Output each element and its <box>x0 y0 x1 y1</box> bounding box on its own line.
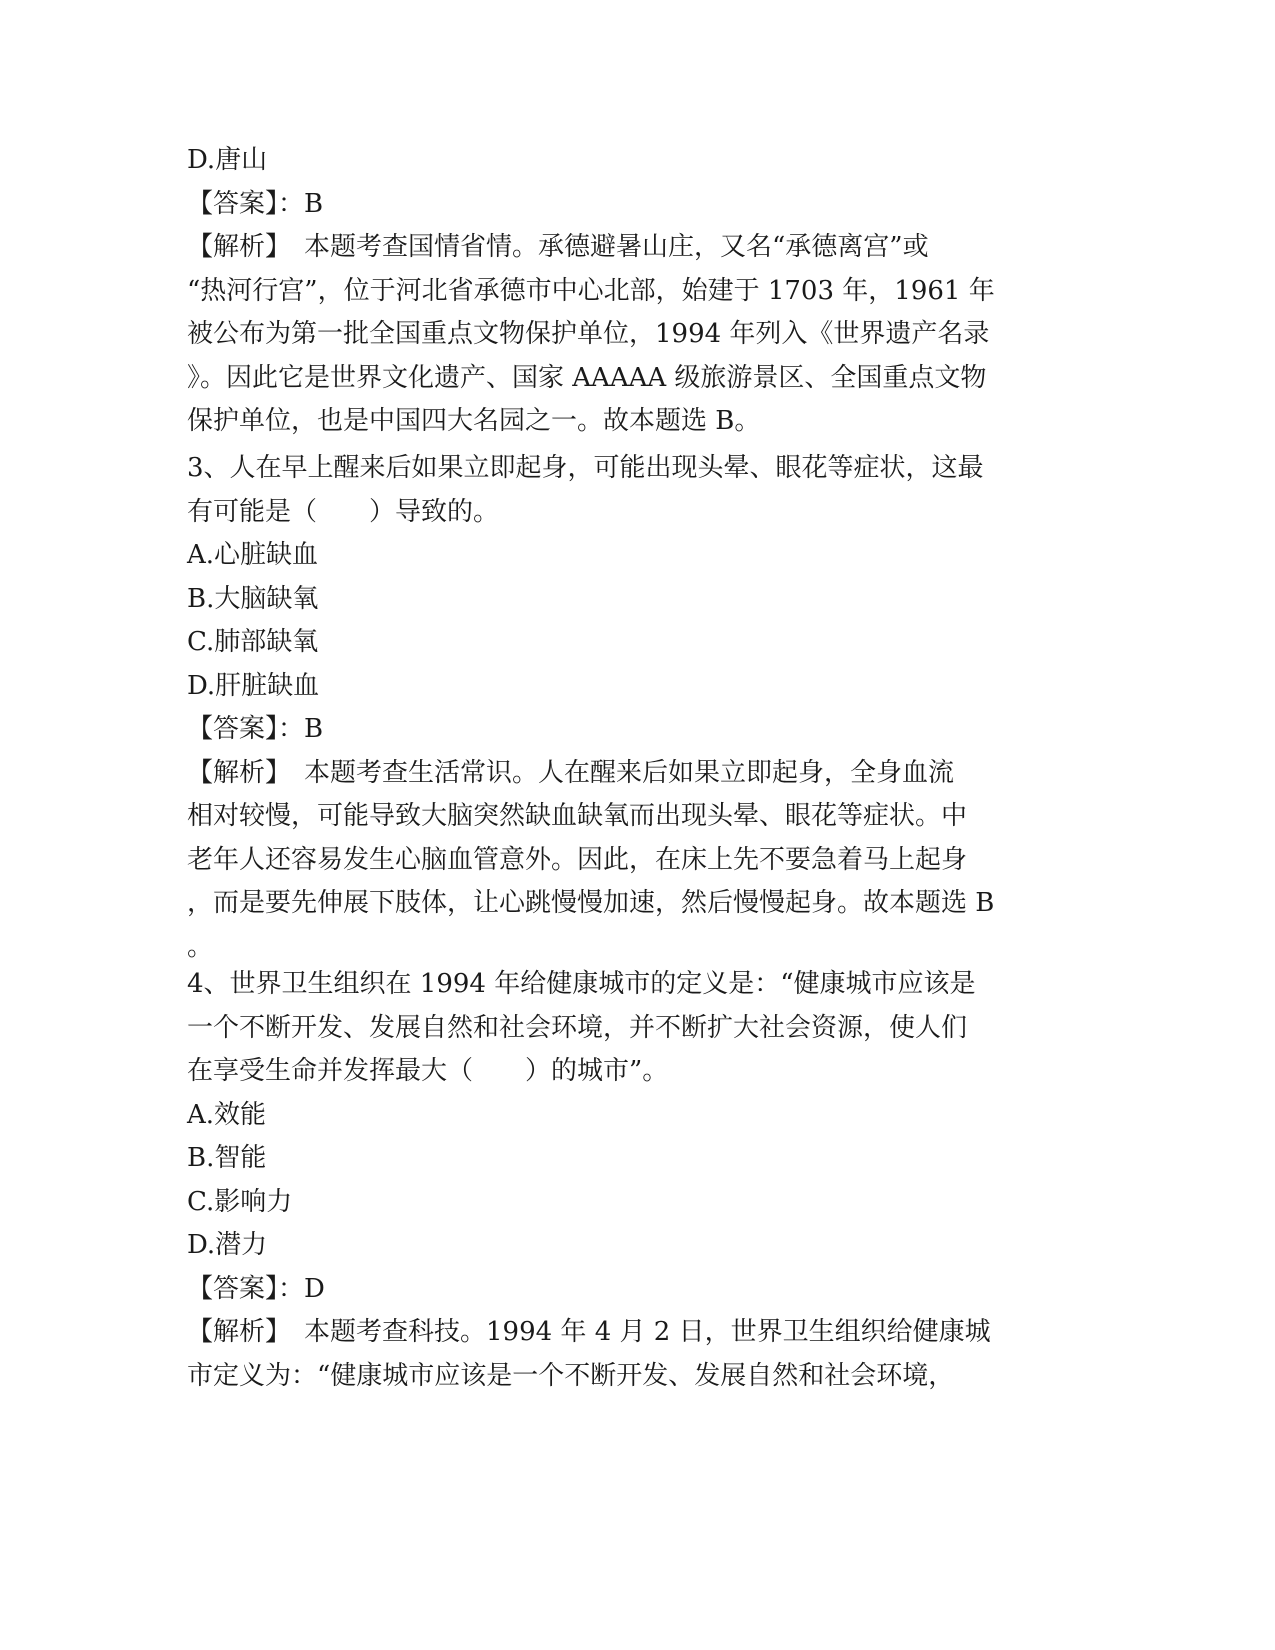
q3-analysis-line: 老年人还容易发生心脑血管意外。因此，在床上先不要急着马上起身 <box>187 844 968 875</box>
q2-analysis-line: 被公布为第一批全国重点文物保护单位，1994 年列入《世界遗产名录 <box>187 319 990 349</box>
q2-analysis-line: 【解析】 本题考查国情省情。承德避暑山庄，又名“承德离宫”或 <box>187 232 929 262</box>
q3-analysis <box>187 752 1087 970</box>
q3-stem-line: 3、人在早上醒来后如果立即起身，可能出现头晕、眼花等症状，这最 <box>187 453 984 483</box>
q3-option-a: A.心脏缺血 <box>187 540 319 570</box>
q2-analysis-line: 保护单位，也是中国四大名园之一。故本题选 B。 <box>187 406 761 436</box>
q3-answer: 【答案】：B <box>187 714 324 744</box>
q4-option-a: A.效能 <box>187 1099 267 1130</box>
q4-analysis-line: 【解析】 本题考查科技。1994 年 4 月 2 日，世界卫生组织给健康城 <box>187 1317 991 1347</box>
q4-stem-line: 一个不断开发、发展自然和社会环境，并不断扩大社会资源，使人们 <box>187 1012 968 1043</box>
question-2-tail <box>187 139 1087 444</box>
q4-option-d: D.潜力 <box>187 1230 268 1260</box>
q3-analysis-line: ，而是要先伸展下肢体，让心跳慢慢加速，然后慢慢起身。故本题选 B <box>187 888 995 918</box>
q2-option-d: D.唐山 <box>187 145 268 175</box>
q2-analysis <box>187 226 1087 444</box>
q4-answer: 【答案】：D <box>187 1273 325 1304</box>
q3-analysis-line: 【解析】 本题考查生活常识。人在醒来后如果立即起身，全身血流 <box>187 757 955 788</box>
q4-stem-line: 在享受生命并发挥最大（ ）的城市”。 <box>187 1056 669 1086</box>
q4-option-c: C.影响力 <box>187 1186 293 1217</box>
question-4 <box>187 963 1087 1398</box>
q4-analysis <box>187 1311 1087 1398</box>
q2-answer: 【答案】：B <box>187 188 324 219</box>
q4-stem-line: 4、世界卫生组织在 1994 年给健康城市的定义是：“健康城市应该是 <box>187 969 976 999</box>
q3-analysis-line: 相对较慢，可能导致大脑突然缺血缺氧而出现头晕、眼花等症状。中 <box>187 801 968 831</box>
q3-option-c: C.肺部缺氧 <box>187 627 319 657</box>
q3-option-b: B.大脑缺氧 <box>187 583 319 614</box>
q4-option-b: B.智能 <box>187 1143 267 1173</box>
q4-analysis-line: 市定义为：“健康城市应该是一个不断开发、发展自然和社会环境， <box>187 1360 955 1391</box>
q3-analysis-line: 。 <box>187 931 214 962</box>
q3-stem-line: 有可能是（ ）导致的。 <box>187 496 500 527</box>
q2-analysis-line: “热河行宫”，位于河北省承德市中心北部，始建于 1703 年，1961 年 <box>187 275 995 306</box>
question-3 <box>187 447 1087 969</box>
q3-option-d: D.肝脏缺血 <box>187 670 320 701</box>
q2-analysis-line: 》。因此它是世界文化遗产、国家 AAAAA 级旅游景区、全国重点文物 <box>187 362 987 393</box>
